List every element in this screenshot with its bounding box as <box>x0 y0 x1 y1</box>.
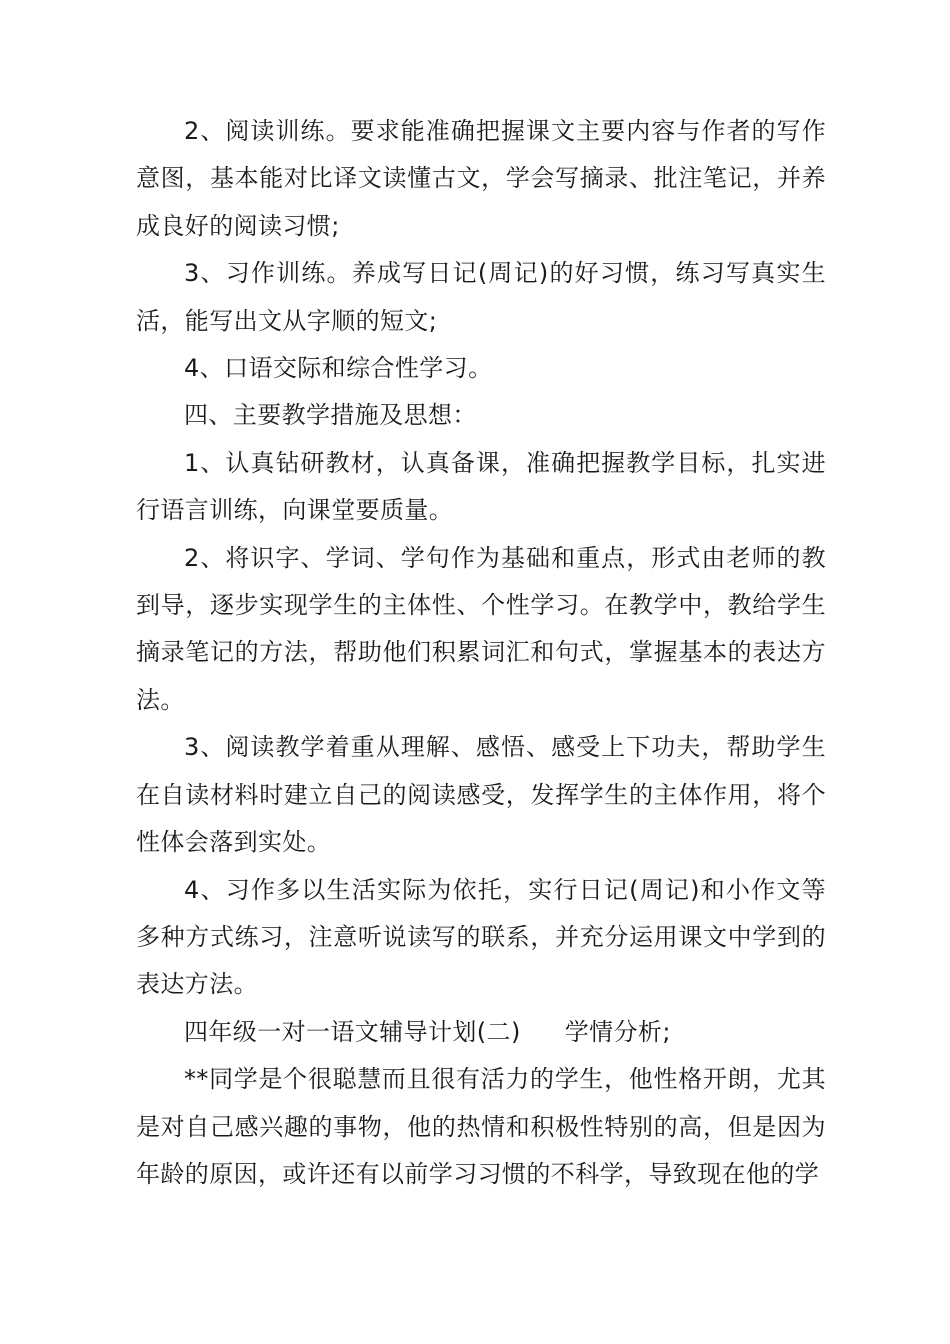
section-heading-teaching-measures: 四、主要教学措施及思想： <box>184 401 477 430</box>
paragraph-reading-training: 2、阅读训练。要求能准确把握课文主要内容与作者的写作意图，基本能对比译文读懂古文，学会写摘录、批注笔记，并养成良好的阅读习惯; <box>136 117 826 240</box>
plan-title-line <box>136 1009 826 1056</box>
paragraph-oral-communication: 4、口语交际和综合性学习。 <box>184 354 493 383</box>
plan-title: 四年级一对一语文辅导计划(二) <box>184 1017 521 1046</box>
paragraph-student-analysis: **同学是个很聪慧而且很有活力的学生，他性格开朗，尤其是对自己感兴趣的事物，他的热情和积极性特别的高，但是因为年龄的原因，或许还有以前学习习惯的不科学，导致现在他的学 <box>136 1065 826 1188</box>
paragraph-measure-2: 2、将识字、学词、学句作为基础和重点，形式由老师的教到导，逐步实现学生的主体性、个性学习。在教学中，教给学生摘录笔记的方法，帮助他们积累词汇和句式，掌握基本的表达方法。 <box>136 543 826 714</box>
paragraph-measure-1: 1、认真钻研教材，认真备课，准确把握教学目标，扎实进行语言训练，向课堂要质量。 <box>136 448 826 525</box>
paragraph-measure-4: 4、习作多以生活实际为依托，实行日记(周记)和小作文等多种方式练习，注意听说读写的联系，并充分运用课文中学到的表达方法。 <box>136 875 826 999</box>
paragraph-measure-3: 3、阅读教学着重从理解、感悟、感受上下功夫，帮助学生在自读材料时建立自己的阅读感受，发挥学生的主体作用，将个性体会落到实处。 <box>136 733 826 857</box>
paragraph-writing-training: 3、习作训练。养成写日记(周记)的好习惯，练习写真实生活，能写出文从字顺的短文; <box>136 259 826 335</box>
plan-subtitle: 学情分析; <box>564 1017 671 1046</box>
document-body <box>136 108 826 1198</box>
